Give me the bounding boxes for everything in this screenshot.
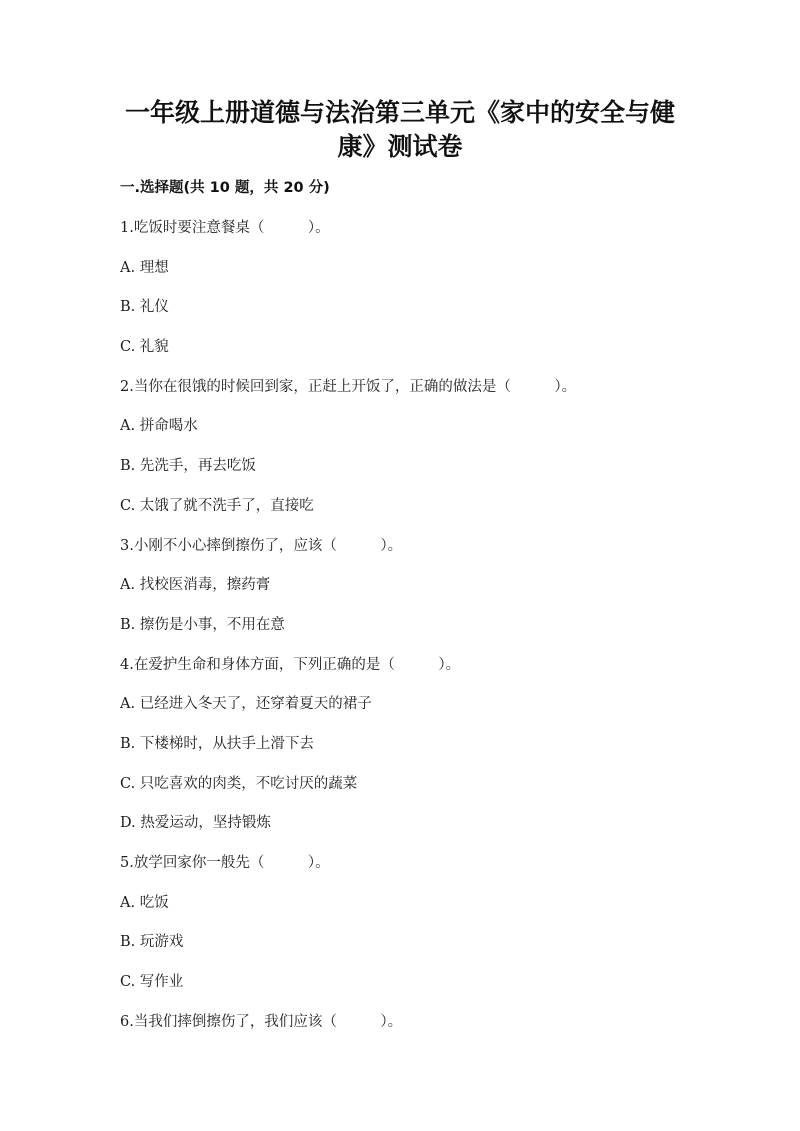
question-option: B. 先洗手，再去吃饭 [120, 458, 256, 474]
question-option: A. 找校医消毒，擦药膏 [120, 577, 271, 593]
question-option: B. 礼仪 [120, 299, 169, 315]
page-title-line-1: 一年级上册道德与法治第三单元《家中的安全与健 [124, 98, 675, 127]
question-option: B. 下楼梯时，从扶手上滑下去 [120, 736, 314, 752]
question-option: A. 拼命喝水 [120, 418, 198, 434]
section-heading: 一.选择题(共 10 题，共 20 分) [120, 180, 330, 196]
question-option: C. 太饿了就不洗手了，直接吃 [120, 498, 314, 514]
question-option: C. 礼貌 [120, 339, 169, 355]
question-option: C. 只吃喜欢的肉类，不吃讨厌的蔬菜 [120, 776, 358, 792]
question-stem: 3.小刚不小心摔倒擦伤了，应该（ ）。 [120, 538, 403, 554]
question-option: B. 擦伤是小事，不用在意 [120, 617, 285, 633]
question-stem: 1.吃饭时要注意餐桌（ ）。 [120, 220, 330, 236]
question-stem: 5.放学回家你一般先（ ）。 [120, 855, 330, 871]
question-option: A. 吃饭 [120, 895, 169, 911]
question-option: D. 热爱运动，坚持锻炼 [120, 815, 271, 831]
question-option: A. 已经进入冬天了，还穿着夏天的裙子 [120, 696, 372, 712]
question-option: A. 理想 [120, 260, 169, 276]
page-title-line-2: 康》测试卷 [337, 132, 463, 161]
question-option: B. 玩游戏 [120, 934, 184, 950]
question-option: C. 写作业 [120, 974, 184, 990]
question-stem: 4.在爱护生命和身体方面，下列正确的是（ ）。 [120, 657, 461, 673]
question-stem: 2.当你在很饿的时候回到家，正赶上开饭了，正确的做法是（ ）。 [120, 379, 577, 395]
question-stem: 6.当我们摔倒擦伤了，我们应该（ ）。 [120, 1014, 403, 1030]
